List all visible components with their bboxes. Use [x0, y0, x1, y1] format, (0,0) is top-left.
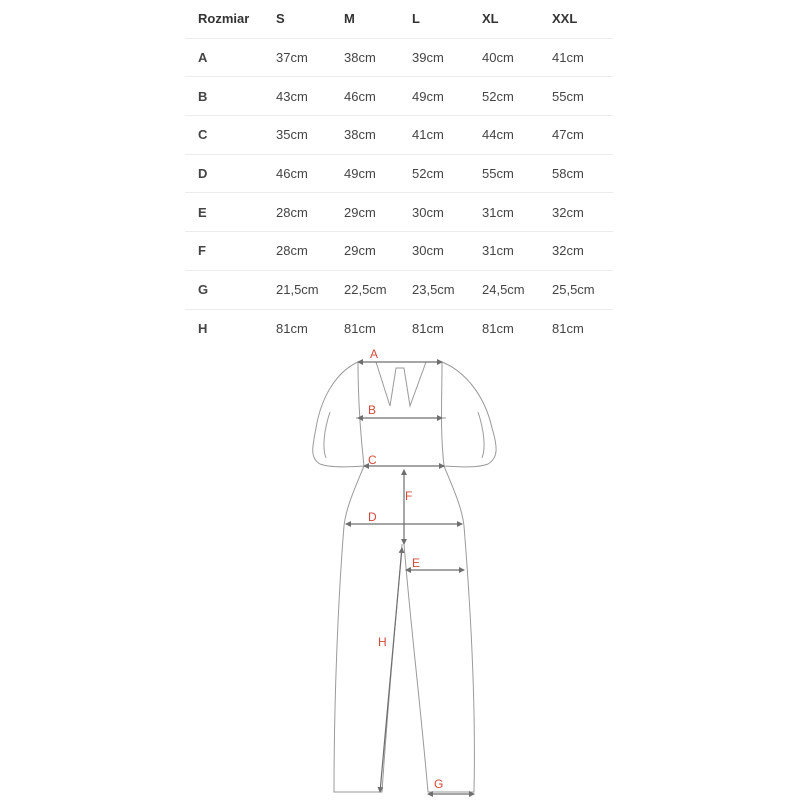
table-cell: 81cm	[412, 320, 444, 336]
header-size-xxl: XXL	[539, 0, 613, 38]
table-cell: 43cm	[263, 77, 331, 116]
row-label: E	[185, 193, 263, 232]
table-cell: 22,5cm	[331, 270, 399, 309]
table-cell: 24,5cm	[469, 270, 539, 309]
table-cell: 52cm	[469, 77, 539, 116]
label-f: F	[405, 489, 413, 503]
table-cell: 46cm	[263, 154, 331, 193]
header-size-m: M	[331, 0, 399, 38]
table-cell: 47cm	[539, 116, 613, 155]
measurements	[346, 362, 474, 794]
table-cell: 52cm	[399, 154, 469, 193]
row-label: A	[185, 38, 263, 77]
table-cell: 29cm	[331, 193, 399, 232]
table-cell: 37cm	[263, 38, 331, 77]
table-cell: 30cm	[399, 232, 469, 271]
table-cell: 81cm	[344, 320, 376, 336]
table-row	[185, 116, 613, 155]
table-cell: 38cm	[331, 38, 399, 77]
table-cell: 38cm	[331, 116, 399, 155]
jumpsuit-measurement-diagram	[0, 340, 800, 800]
label-h: H	[378, 635, 387, 649]
jumpsuit-outline	[313, 362, 496, 792]
table-row	[185, 154, 613, 193]
table-cell: 32cm	[539, 193, 613, 232]
table-cell: 49cm	[399, 77, 469, 116]
table-cell: 35cm	[263, 116, 331, 155]
table-cell: 40cm	[469, 38, 539, 77]
table-cell: 55cm	[539, 77, 613, 116]
table-cell: 30cm	[399, 193, 469, 232]
table-cell: 41cm	[539, 38, 613, 77]
table-cell: 21,5cm	[263, 270, 331, 309]
table-row	[185, 232, 613, 271]
header-size-l: L	[399, 0, 469, 38]
label-e: E	[412, 556, 421, 570]
table-row	[185, 38, 613, 77]
measure-line-h	[380, 548, 402, 792]
row-label: H	[198, 320, 208, 336]
table-cell: 46cm	[331, 77, 399, 116]
header-size-s: S	[263, 0, 331, 38]
table-cell: 81cm	[276, 320, 308, 336]
table-cell: 81cm	[552, 320, 584, 336]
table-cell: 81cm	[482, 320, 514, 336]
table-cell: 29cm	[331, 232, 399, 271]
table-cell: 31cm	[469, 232, 539, 271]
table-cell: 28cm	[263, 193, 331, 232]
table-row	[185, 193, 613, 232]
row-label: B	[185, 77, 263, 116]
table-header-row	[185, 0, 613, 38]
label-b: B	[368, 403, 377, 417]
label-d: D	[368, 510, 377, 524]
header-size-xl: XL	[469, 0, 539, 38]
table-cell: 28cm	[263, 232, 331, 271]
table-cell: 32cm	[539, 232, 613, 271]
size-table	[185, 0, 613, 347]
table-cell: 58cm	[539, 154, 613, 193]
table-cell: 39cm	[399, 38, 469, 77]
table-row	[185, 270, 613, 309]
table-row	[185, 77, 613, 116]
label-a: A	[370, 347, 379, 361]
row-label: F	[185, 232, 263, 271]
table-cell: 44cm	[469, 116, 539, 155]
label-c: C	[368, 453, 377, 467]
table-cell: 23,5cm	[399, 270, 469, 309]
table-cell: 25,5cm	[539, 270, 613, 309]
label-g: G	[434, 777, 444, 791]
row-label: C	[185, 116, 263, 155]
table-cell: 49cm	[331, 154, 399, 193]
table-cell: 31cm	[469, 193, 539, 232]
table-cell: 55cm	[469, 154, 539, 193]
row-label: G	[185, 270, 263, 309]
table-cell: 41cm	[399, 116, 469, 155]
header-rozmiar: Rozmiar	[185, 0, 263, 38]
row-label: D	[185, 154, 263, 193]
